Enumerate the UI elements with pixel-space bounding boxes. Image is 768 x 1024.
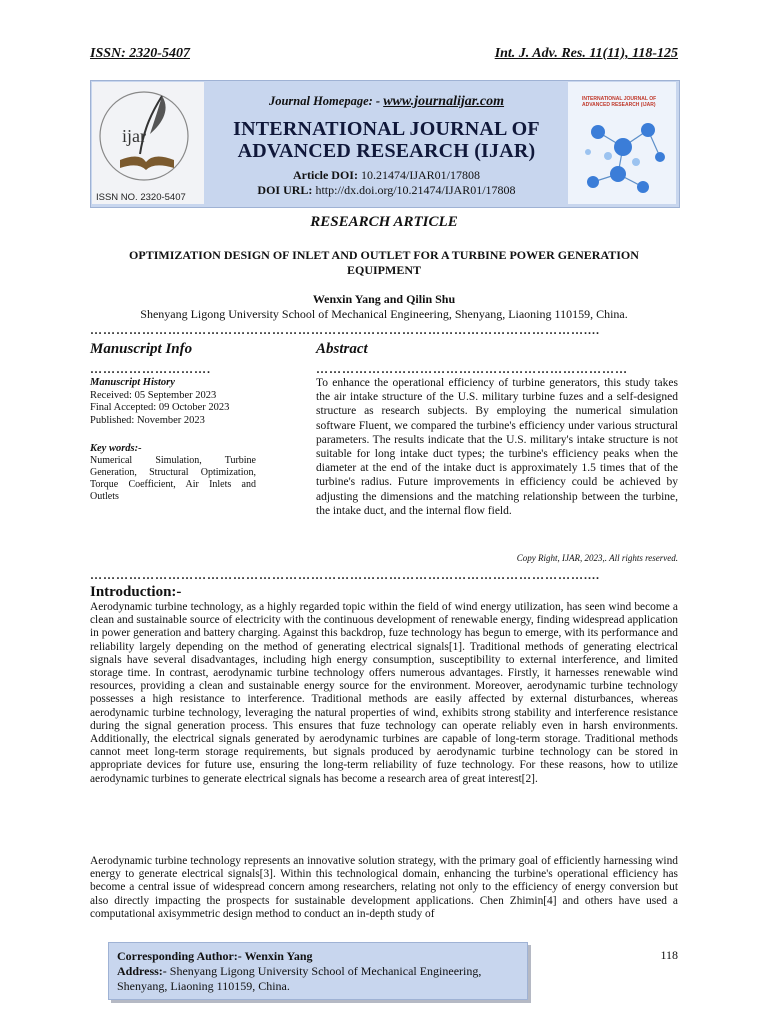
journal-title [205,118,568,162]
manuscript-history [90,377,256,427]
abstract-heading: Abstract [316,341,368,357]
corresponding-author: Corresponding Author:- Wenxin Yang [117,949,313,963]
homepage-prefix: Journal Homepage: - [268,94,384,108]
keywords-label: Key words:- [90,443,142,454]
page-number: 118 [660,948,678,962]
svg-text:ijar: ijar [122,126,146,146]
introduction-paragraph-2: Aerodynamic turbine technology represents an innovative solution strategy, with the primary goal of efficiently harnessing wind energy to generate electrical signals[3]. Within this technological domain, enhancing the turbine's operational efficiency has become a central issue of widespread concern among researchers, relating not only to the efficiency of energy conversion but also directly impacting the prospects for sustainable development applications. Chen Zhimin[4] and others have used a computational axisymmetric design method to conduct an in-depth study of [90,855,678,920]
journal-title-line1: INTERNATIONAL JOURNAL OF [233,118,540,140]
article-title: OPTIMIZATION DESIGN OF INLET AND OUTLET FOR A TURBINE POWER GENERATION EQUIPMENT [129,248,639,277]
introduction-paragraph-1: Aerodynamic turbine technology, as a highly regarded topic within the field of wind energy utilization, has seen wind become a clean and sustainable source of electricity with the continuous development of renewable energy, finding widespread application in power generation and battery charging. Against this backdrop, fuze technology has begun to emerge, with its performance and reliability largely depending on the method of generating electrical signals[1]. Traditional methods of generating electrical signals have several disadvantages, including high energy consumption, susceptibility to external interference, and limited storage time. In contrast, aerodynamic turbine technology offers numerous advantages. Firstly, it harnesses renewable wind resources, providing a clean and sustainable energy source for the environment. Moreover, aerodynamic turbine technology possesses a high resistance to interference. Traditional methods are easily affected by external disturbances, whereas aerodynamic turbine technology, leveraging the natural properties of wind, exhibits strong stability and interference resistance during the signal generation process. This ensures that fuze technology can operate reliably even in harsh environments. Additionally, the electrical signals generated by aerodynamic turbines are capable of long-term storage. Traditional methods cannot meet long-term storage requirements, but signals produced by aerodynamic turbine technology can be stored in appropriate devices for future use, ensuring the long-term reliability of fuze technology. For these reasons, how to utilize aerodynamic turbines to generate electrical signals has become a research area of great interest[2]. [90,601,678,785]
address-label: Address:- [117,964,167,978]
dotted-divider-2: …………………………………………………………………………………………………….... [90,570,600,582]
quill-book-icon [92,82,204,204]
journal-homepage [205,94,568,110]
published-date: Published: November 2023 [90,414,205,426]
copyright-notice: Copy Right, IJAR, 2023,. All rights reserved. [516,553,678,563]
history-label: Manuscript History [90,377,175,388]
corresponding-author-box [108,942,528,1000]
doi-url-label: DOI URL: [257,183,313,197]
journal-title-line2: ADVANCED RESEARCH (IJAR) [237,140,536,162]
cover-title: INTERNATIONAL JOURNAL OF ADVANCED RESEARCH (IJAR) [582,96,657,108]
accepted-date: Final Accepted: 09 October 2023 [90,402,230,413]
dotted-divider: …………………………………………………………………………………………………….... [90,325,600,337]
abstract-text: To enhance the operational efficiency of turbine generators, this study takes the air intake structure of the U.S. military turbine fuzes and a self-designed structure as research subjects. By employing the numerical simulation software Fluent, we compared the turbine's efficiency under various structural parameters. The results indicate that the U.S. military's intake structure is not suitable for long intake duct types; the turbine's efficiency peaks when the diameter at the end of the intake duct is approximately 1.5 times that of the turbine's radius. Future improvements in efficiency could be achieved by adjusting the dimensions and the matching relationship between the turbine, the intake duct, and the internal flow field. [316,377,678,517]
issn-label: ISSN: 2320-5407 [90,46,190,61]
doi-url-link[interactable]: http://dx.doi.org/10.21474/IJAR01/17808 [315,183,516,197]
article-affiliation: Shenyang Ligong University School of Mechanical Engineering, Shenyang, Liaoning 110159, China. [140,307,628,321]
abstract-divider: ……………………………………………………………… [316,364,628,376]
received-date: Received: 05 September 2023 [90,389,217,401]
manuscript-info-heading: Manuscript Info [90,341,193,357]
doi-label: Article DOI: [293,168,358,182]
article-authors: Wenxin Yang and Qilin Shu [312,292,456,306]
doi-value: 10.21474/IJAR01/17808 [360,168,480,182]
ijar-logo [92,82,204,204]
article-type: RESEARCH ARTICLE [310,214,458,230]
manuscript-divider: ………………………. [90,364,211,376]
homepage-link[interactable]: www.journalijar.com [383,94,505,109]
doi-block [205,168,568,198]
svg-text:ISSN NO. 2320-5407: ISSN NO. 2320-5407 [96,192,186,203]
keywords-block [90,443,256,503]
citation-label: Int. J. Adv. Res. 11(11), 118-125 [494,46,678,61]
running-header [90,46,678,66]
keywords-text: Numerical Simulation, Turbine Generation, Structural Optimization, Torque Coefficient, Air Inlets and Outlets [90,455,256,502]
molecule-icon [568,82,676,204]
address-text: Shenyang Ligong University School of Mechanical Engineering, Shenyang, Liaoning 110159, China. [117,964,482,993]
introduction-heading: Introduction:- [90,584,182,600]
journal-cover-image [568,82,676,204]
